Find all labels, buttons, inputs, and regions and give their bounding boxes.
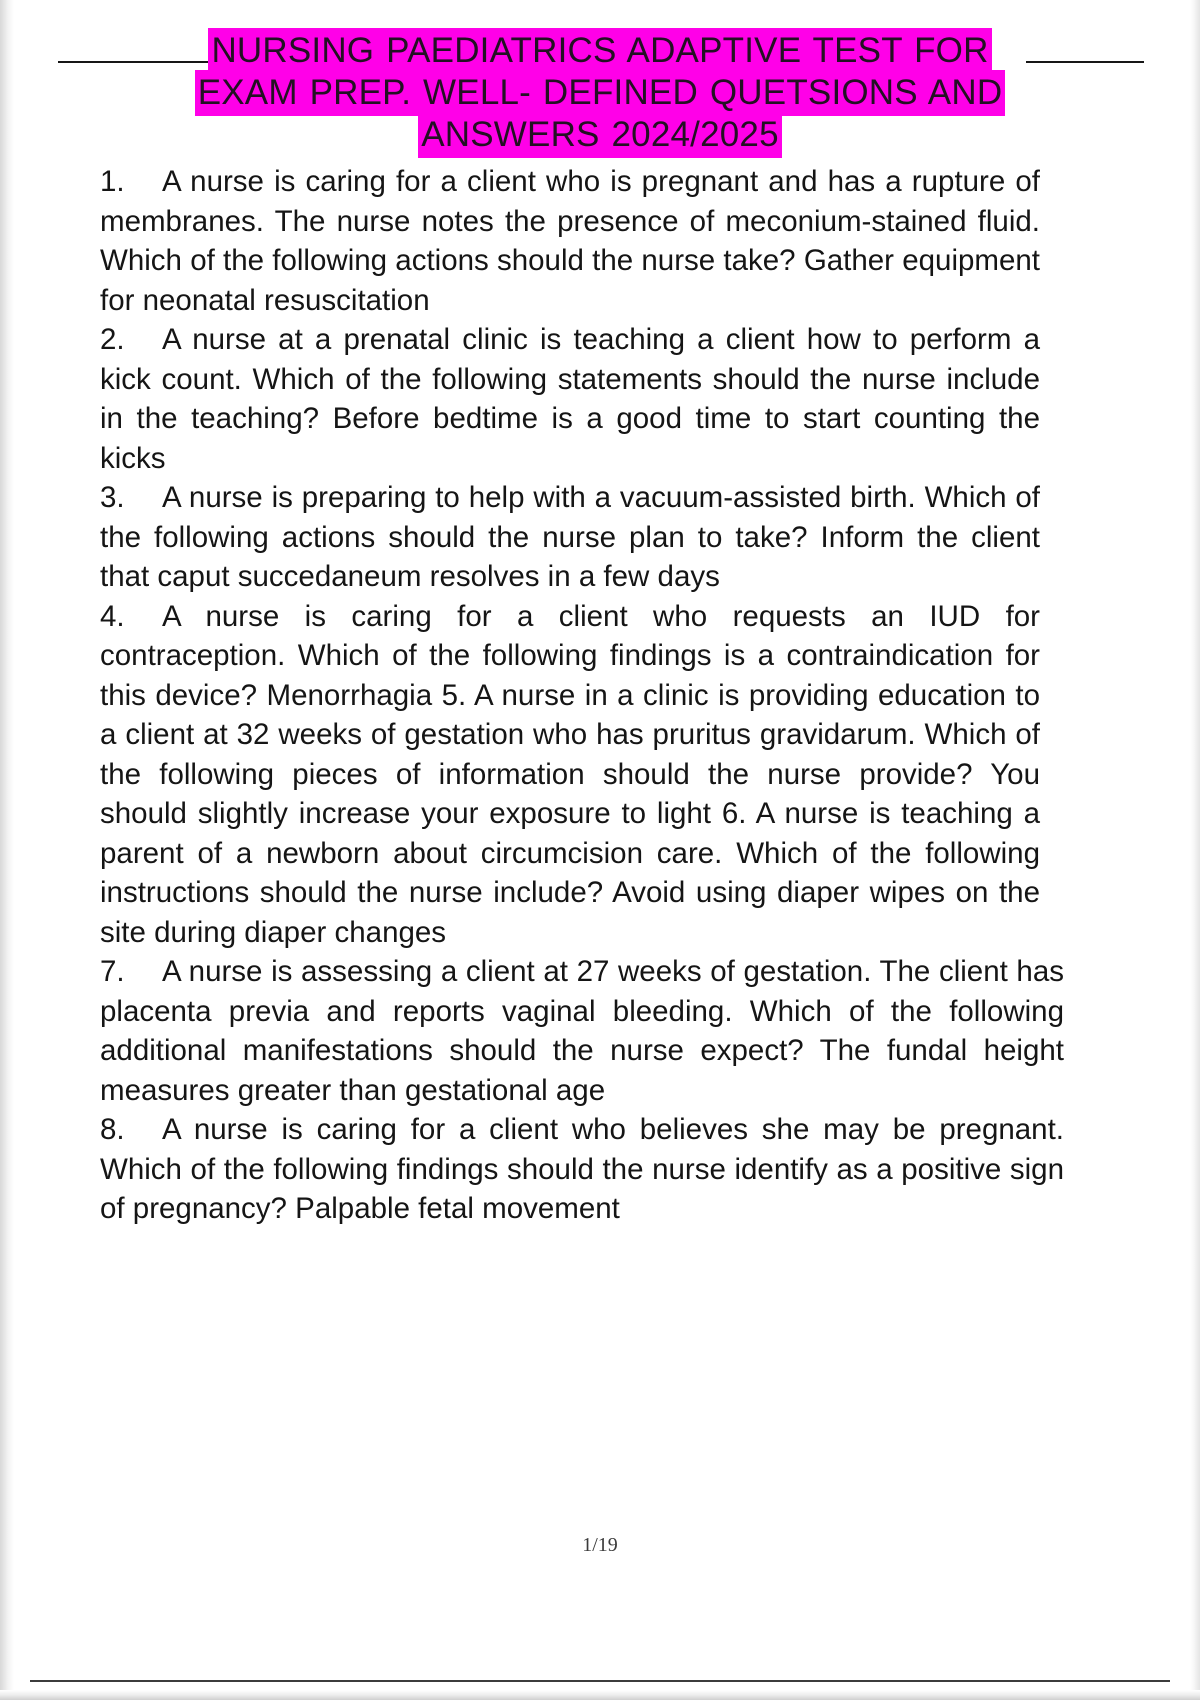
question-item xyxy=(100,320,1040,478)
question-item xyxy=(100,162,1040,320)
question-item xyxy=(100,478,1040,597)
page-bottom-rule xyxy=(30,1680,1170,1682)
question-text: A nurse is preparing to help with a vacuum-assisted birth. Which of the following actions should the nurse plan to take? Inform the client that caput succedaneum resolves in a few days xyxy=(100,481,1040,593)
page-number: 1/19 xyxy=(582,1534,618,1556)
scan-edge-bottom xyxy=(0,1690,1200,1700)
scan-edge-right xyxy=(1190,0,1200,1700)
question-item xyxy=(100,952,1064,1110)
title-text xyxy=(90,30,1110,156)
document-title xyxy=(90,30,1110,156)
question-text: A nurse is caring for a client who believes she may be pregnant. Which of the following findings should the nurse identify as a positive sign of pregnancy? Palpable fetal movement xyxy=(100,1113,1064,1225)
question-number: 3. xyxy=(100,481,125,514)
question-number: 7. xyxy=(100,955,125,988)
question-list xyxy=(100,162,1064,1229)
question-text: A nurse is caring for a client who is pregnant and has a rupture of membranes. The nurse notes the presence of meconium-stained fluid. Which of the following actions should the nurse take? Gather equipment for neonatal resuscitation xyxy=(100,165,1040,317)
question-number: 8. xyxy=(100,1113,125,1146)
question-item xyxy=(100,1110,1064,1229)
question-text: A nurse is assessing a client at 27 weeks of gestation. The client has placenta previa and reports vaginal bleeding. Which of the following additional manifestations should the nurse expect? The fundal height measures greater than gestational age xyxy=(100,955,1064,1107)
title-line-1: NURSING PAEDIATRICS ADAPTIVE TEST FOR xyxy=(209,29,990,73)
question-text: A nurse is caring for a client who requests an IUD for contraception. Which of the following findings is a contraindication for this device? Menorrhagia 5. A nurse in a clinic is providing education to a client at 32 weeks of gestation who has pruritus gravidarum. Which of the following pieces of information should the nurse provide? You should slightly increase your exposure to light 6. A nurse is teaching a parent of a newborn about circumcision care. Which of the following instructions should the nurse include? Avoid using diaper wipes on the site during diaper changes xyxy=(100,599,1040,949)
scan-edge-left xyxy=(0,0,14,1700)
title-line-3: ANSWERS 2024/2025 xyxy=(419,113,781,157)
question-number: 1. xyxy=(100,165,125,198)
question-item xyxy=(100,597,1040,953)
question-number: 2. xyxy=(100,323,125,356)
question-number: 4. xyxy=(100,599,125,633)
title-line-2: EXAM PREP. WELL- DEFINED QUETSIONS AND xyxy=(196,71,1005,115)
question-text: A nurse at a prenatal clinic is teaching a client how to perform a kick count. Which of the following statements should the nurse include in the teaching? Before bedtime is a good time to start counting the kicks xyxy=(100,323,1040,475)
